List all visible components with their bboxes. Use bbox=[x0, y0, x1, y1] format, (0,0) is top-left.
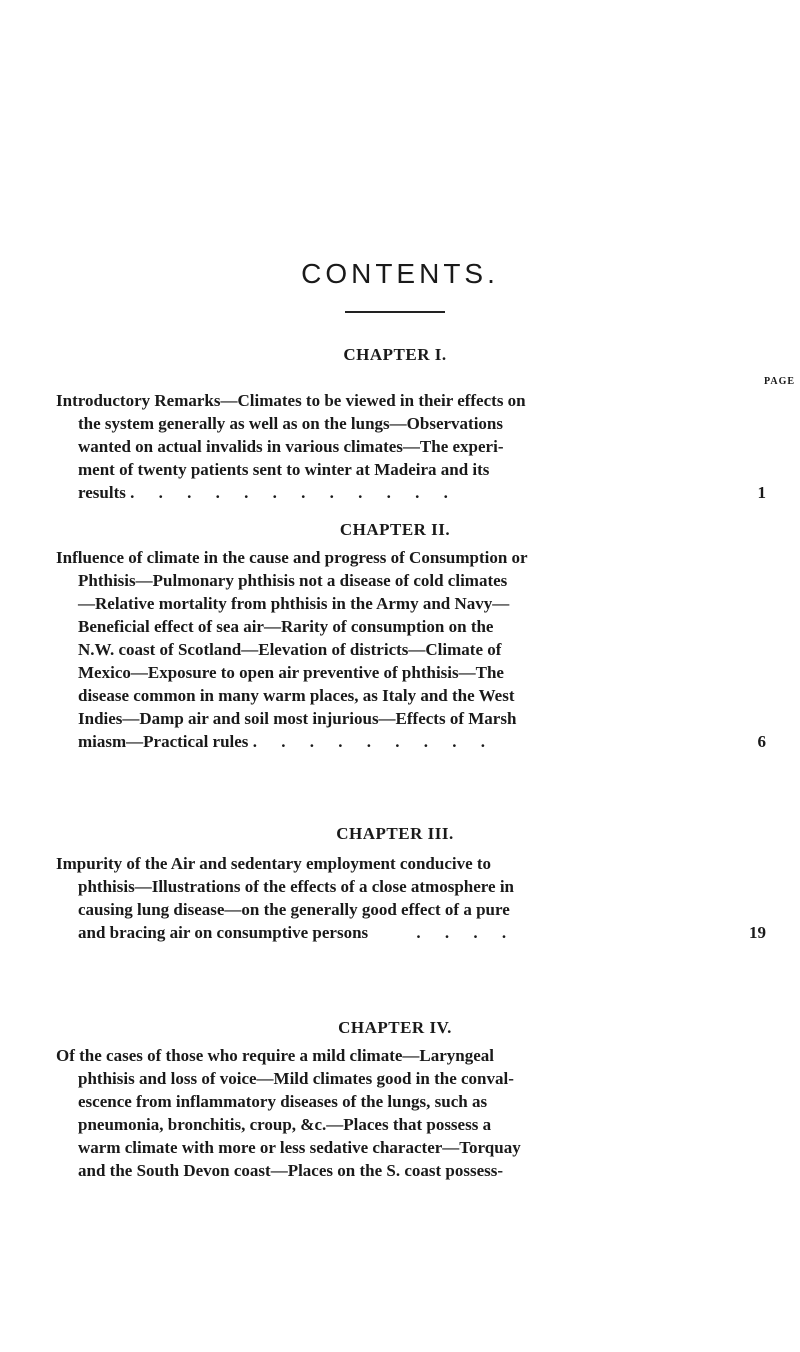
chapter-4-line: warm climate with more or less sedative character—Torquay bbox=[78, 1138, 521, 1157]
chapter-4-line: Of the cases of those who require a mild climate—Laryngeal bbox=[56, 1046, 495, 1065]
dot-leaders: . . . . bbox=[416, 923, 517, 942]
chapter-2-entry bbox=[56, 546, 766, 753]
chapter-2-page-number: 6 bbox=[757, 732, 766, 751]
chapter-2-line: Indies—Damp air and soil most injurious—Effects of Marsh bbox=[78, 709, 517, 728]
chapter-2-line: N.W. coast of Scotland—Elevation of districts—Climate of bbox=[78, 640, 502, 659]
chapter-1-line: the system generally as well as on the lungs—Observations bbox=[78, 414, 503, 433]
chapter-2-line: Beneficial effect of sea air—Rarity of consumption on the bbox=[78, 617, 494, 636]
chapter-2-heading: CHAPTER II. bbox=[339, 520, 451, 539]
chapter-3-last-line bbox=[56, 921, 766, 944]
chapter-4-entry bbox=[56, 1044, 756, 1182]
chapter-2-last-line bbox=[56, 730, 766, 753]
chapter-2-line: Mexico—Exposure to open air preventive of phthisis—The bbox=[78, 663, 504, 682]
chapter-4-line: escence from inflammatory diseases of the lungs, such as bbox=[78, 1092, 488, 1111]
chapter-1-line: results bbox=[78, 483, 126, 502]
chapter-1-line: ment of twenty patients sent to winter at Madeira and its bbox=[78, 460, 490, 479]
chapter-2-line: Phthisis—Pulmonary phthisis not a disease of cold climates bbox=[78, 571, 508, 590]
chapter-4-line: and the South Devon coast—Places on the S. coast possess- bbox=[78, 1161, 504, 1180]
chapter-3-page-number: 19 bbox=[749, 923, 766, 942]
chapter-4-heading: CHAPTER IV. bbox=[338, 1018, 452, 1037]
chapter-1-page-number: 1 bbox=[757, 483, 766, 502]
chapter-2-line: Influence of climate in the cause and progress of Consumption or bbox=[56, 548, 528, 567]
chapter-3-line: causing lung disease—on the generally good effect of a pure bbox=[78, 900, 510, 919]
chapter-3-heading: CHAPTER III. bbox=[336, 824, 454, 843]
chapter-3-line: Impurity of the Air and sedentary employment conducive to bbox=[56, 854, 492, 873]
chapter-1-entry bbox=[56, 389, 766, 504]
page-column-label: PAGE bbox=[764, 376, 796, 387]
chapter-2-line: miasm—Practical rules bbox=[78, 732, 249, 751]
chapter-3-line: phthisis—Illustrations of the effects of a close atmosphere in bbox=[78, 877, 514, 896]
dot-leaders: . . . . . . . . . bbox=[252, 732, 495, 751]
chapter-2-line: disease common in many warm places, as Italy and the West bbox=[78, 686, 515, 705]
chapter-4-line: pneumonia, bronchitis, croup, &c.—Places that possess a bbox=[78, 1115, 492, 1134]
title-rule bbox=[345, 311, 445, 313]
chapter-1-last-line bbox=[56, 481, 766, 504]
chapter-3-line: and bracing air on consumptive persons bbox=[78, 923, 369, 942]
chapter-2-line: —Relative mortality from phthisis in the Army and Navy— bbox=[78, 594, 510, 613]
dot-leaders: . . . . . . . . . . . . bbox=[130, 483, 458, 502]
chapter-4-line: phthisis and loss of voice—Mild climates good in the conval- bbox=[78, 1069, 514, 1088]
contents-title: CONTENTS. bbox=[301, 258, 499, 289]
chapter-1-line: Introductory Remarks—Climates to be viewed in their effects on bbox=[56, 391, 526, 410]
chapter-1-heading: CHAPTER I. bbox=[343, 345, 447, 364]
chapter-3-entry bbox=[56, 852, 766, 944]
chapter-1-line: wanted on actual invalids in various climates—The experi- bbox=[78, 437, 504, 456]
